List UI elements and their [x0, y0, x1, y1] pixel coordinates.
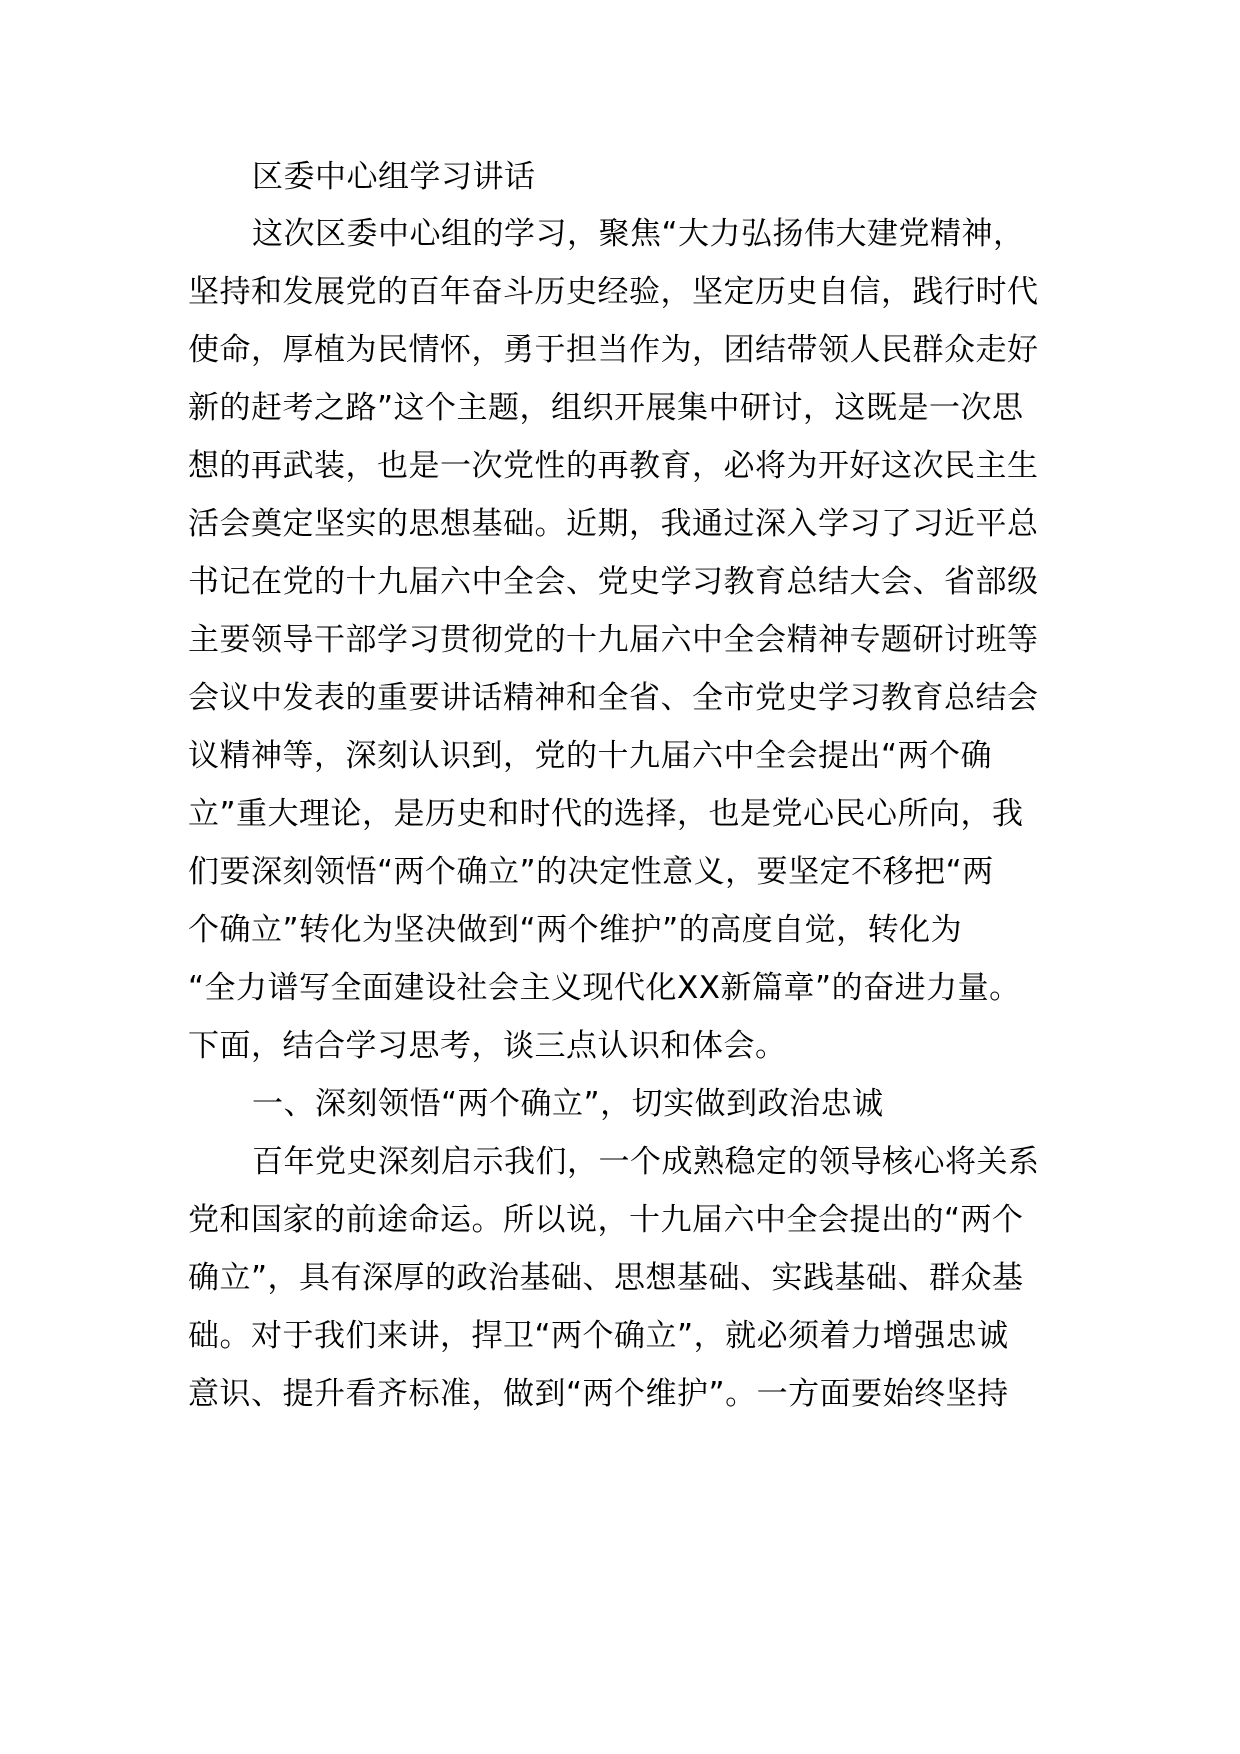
paragraph-line: 们要深刻领悟“两个确立”的决定性意义，要坚定不移把“两: [188, 854, 994, 890]
paragraph-line: “全力谱写全面建设社会主义现代化XX新篇章”的奋进力量。: [188, 970, 1021, 1006]
paragraph-line: 书记在党的十九届六中全会、党史学习教育总结大会、省部级: [188, 564, 1039, 600]
paragraph-line: 想的再武装，也是一次党性的再教育，必将为开好这次民主生: [188, 448, 1039, 484]
paragraph-line: 确立”，具有深厚的政治基础、思想基础、实践基础、群众基: [188, 1260, 1024, 1296]
paragraph-line: 党和国家的前途命运。所以说，十九届六中全会提出的“两个: [188, 1202, 1024, 1238]
paragraph-line: 新的赶考之路”这个主题，组织开展集中研讨，这既是一次思: [188, 390, 1024, 426]
paragraph-line: 主要领导干部学习贯彻党的十九届六中全会精神专题研讨班等: [188, 622, 1039, 658]
paragraph-line: 础。对于我们来讲，捍卫“两个确立”，就必须着力增强忠诚: [188, 1318, 1009, 1354]
paragraph-line: 立”重大理论，是历史和时代的选择，也是党心民心所向，我: [188, 796, 1024, 832]
paragraph-line: 使命，厚植为民情怀，勇于担当作为，团结带领人民群众走好: [188, 332, 1039, 368]
paragraph-line: 坚持和发展党的百年奋斗历史经验，坚定历史自信，践行时代: [188, 274, 1039, 310]
paragraph-line: 个确立”转化为坚决做到“两个维护”的高度自觉，转化为: [188, 912, 963, 948]
paragraph-line: 会议中发表的重要讲话精神和全省、全市党史学习教育总结会: [188, 680, 1039, 716]
paragraph-line: 下面，结合学习思考，谈三点认识和体会。: [188, 1028, 787, 1064]
section-heading: 一、深刻领悟“两个确立”，切实做到政治忠诚: [252, 1086, 884, 1122]
paragraph-line: 百年党史深刻启示我们，一个成熟稳定的领导核心将关系: [252, 1144, 1040, 1180]
document-title: 区委中心组学习讲话: [252, 159, 536, 195]
paragraph-line: 意识、提升看齐标准，做到“两个维护”。一方面要始终坚持: [188, 1376, 1009, 1412]
paragraph-line: 议精神等，深刻认识到，党的十九届六中全会提出“两个确: [188, 738, 993, 774]
paragraph-line: 活会奠定坚实的思想基础。近期，我通过深入学习了习近平总: [188, 506, 1039, 542]
paragraph-line: 这次区委中心组的学习，聚焦“大力弘扬伟大建党精神，: [252, 216, 1025, 252]
